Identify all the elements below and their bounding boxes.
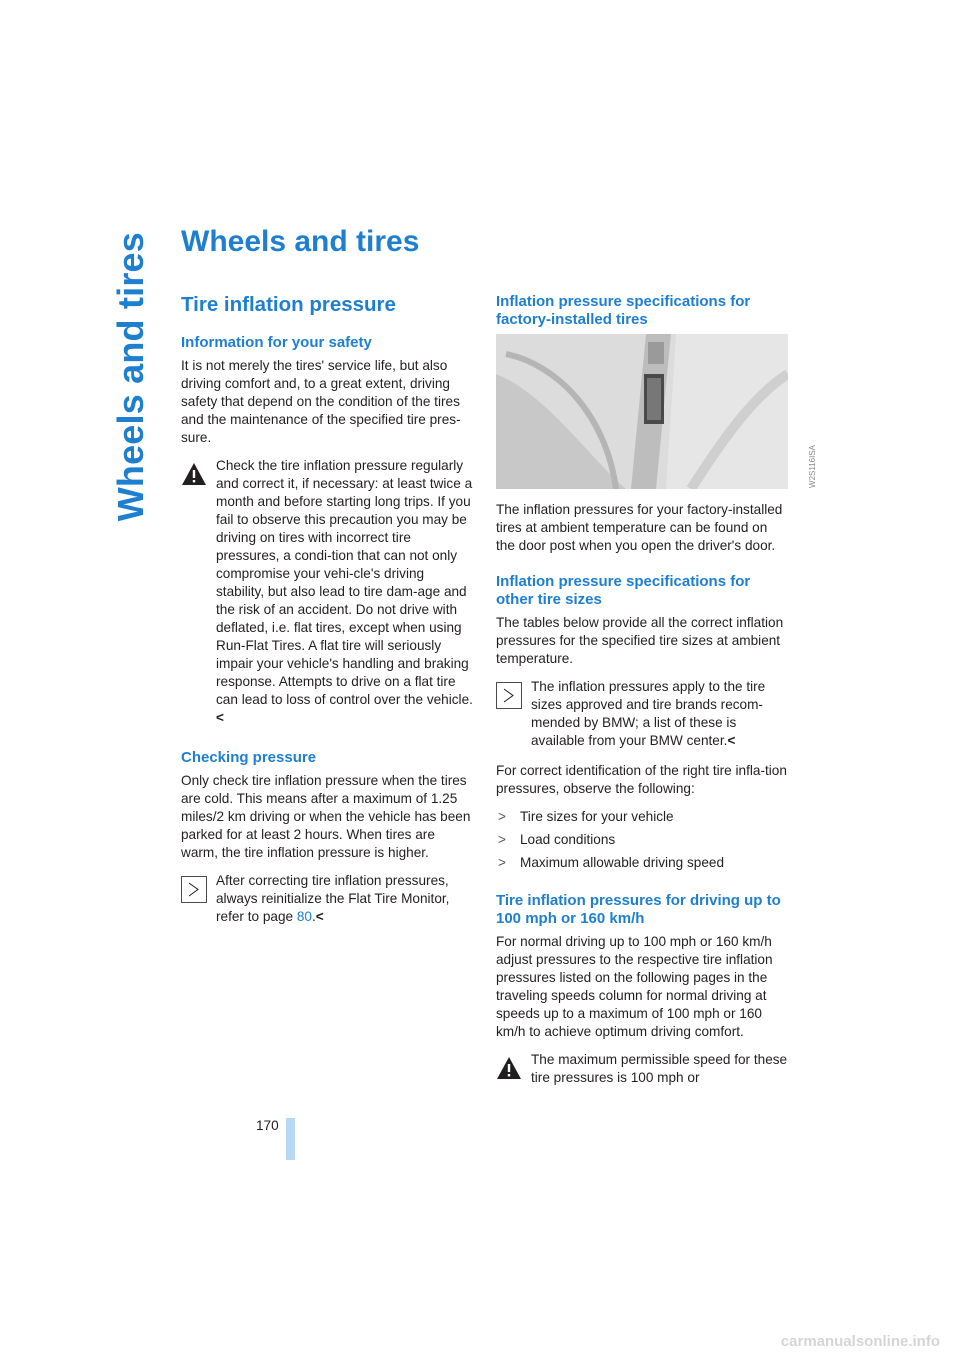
door-post-illustration [496, 334, 788, 489]
note-text: After correcting tire inflation pressures, always reinitialize the Flat Tire Monitor, refer to page 80.< [216, 873, 450, 924]
bullet-arrow-icon: > [498, 809, 506, 824]
driving-heading: Tire inflation pressures for driving up to 100 mph or 160 km/h [496, 892, 781, 927]
warning-note-right [496, 1051, 788, 1087]
identification-paragraph: For correct identification of the right tire infla-tion pressures, observe the following: [496, 763, 787, 796]
end-mark: < [727, 733, 736, 748]
other-sizes-paragraph: The tables below provide all the correct inflation pressures for the specified tire sizes at ambient temperature. [496, 615, 784, 666]
bullet-list [496, 808, 788, 872]
factory-paragraph: The inflation pressures for your factory-installed tires at ambient temperature can be found on the door post when you open the driver's door. [496, 502, 783, 553]
checking-heading: Checking pressure [181, 749, 317, 766]
list-item: > Maximum allowable driving speed [498, 855, 724, 870]
list-item: > Tire sizes for your vehicle [498, 809, 674, 824]
watermark: carmanualsonline.info [780, 1333, 940, 1350]
list-item: > Load conditions [498, 832, 616, 847]
factory-heading: Inflation pressure specifications for factory-installed tires [496, 293, 751, 328]
bullet-arrow-icon: > [498, 832, 506, 847]
info-note [181, 872, 473, 926]
page-title: Wheels and tires [181, 225, 420, 258]
safety-heading: Information for your safety [181, 334, 372, 351]
page-number: 170 [256, 1118, 279, 1133]
driving-paragraph: For normal driving up to 100 mph or 160 km/h adjust pressures to the respective tire inflation pressures listed on the following pages in the traveling speeds column for normal driving at speeds up to a maximum of 100 mph or 160 km/h to achieve optimum driving comfort. [496, 934, 773, 1039]
warning-note [181, 457, 473, 727]
warning-triangle-icon [496, 1053, 522, 1083]
page-link[interactable]: 80 [296, 909, 312, 924]
note-arrow-icon [496, 680, 522, 710]
section-title: Tire inflation pressure [181, 293, 396, 316]
bullet-arrow-icon: > [498, 855, 506, 870]
left-column [181, 293, 473, 938]
right-column [496, 293, 788, 1099]
info-note-right [496, 678, 788, 750]
other-sizes-heading: Inflation pressure specifications for other tire sizes [496, 573, 751, 608]
warning-triangle-icon [181, 459, 207, 489]
note-arrow-icon [181, 874, 207, 904]
safety-paragraph: It is not merely the tires' service life, but also driving comfort and, to a great extent, driving safety that depend on the condition of the tires and the maintenance of the specified tire pres-sure. [181, 358, 461, 445]
warning-text: Check the tire inflation pressure regularly and correct it, if necessary: at least twice a month and before starting long trips. If you fail to observe this precaution you may be driving on tires with incorrect tire pressures, a condi-tion that can not only compromise your vehi-cle's driving stability, but also lead to tire dam-age and the risk of an accident. Do not drive with deflated, i.e. flat tires, except when using Run-Flat Tires. A flat tire will seriously impair your vehicle's handling and braking response. Attempts to drive on a flat tire can lead to loss of control over the vehicle.< [216, 458, 473, 725]
checking-paragraph: Only check tire inflation pressure when the tires are cold. This means after a maximum of 1.25 miles/2 km driving or when the vehicle has been parked for at least 2 hours. When tires are warm, the tire inflation pressure is higher. [181, 773, 471, 860]
note-text: The inflation pressures apply to the tire sizes approved and tire brands recom-mended by BMW; a list of these is available from your BMW center.< [531, 679, 766, 748]
side-tab: Wheels and tires [110, 232, 151, 522]
warning-text: The maximum permissible speed for these tire pressures is 100 mph or [531, 1052, 788, 1085]
page-side-bar [286, 1118, 295, 1160]
end-mark: < [315, 909, 324, 924]
end-mark: < [216, 710, 224, 725]
door-post-photo [496, 334, 788, 489]
photo-code: W2S116ISA [808, 445, 817, 488]
